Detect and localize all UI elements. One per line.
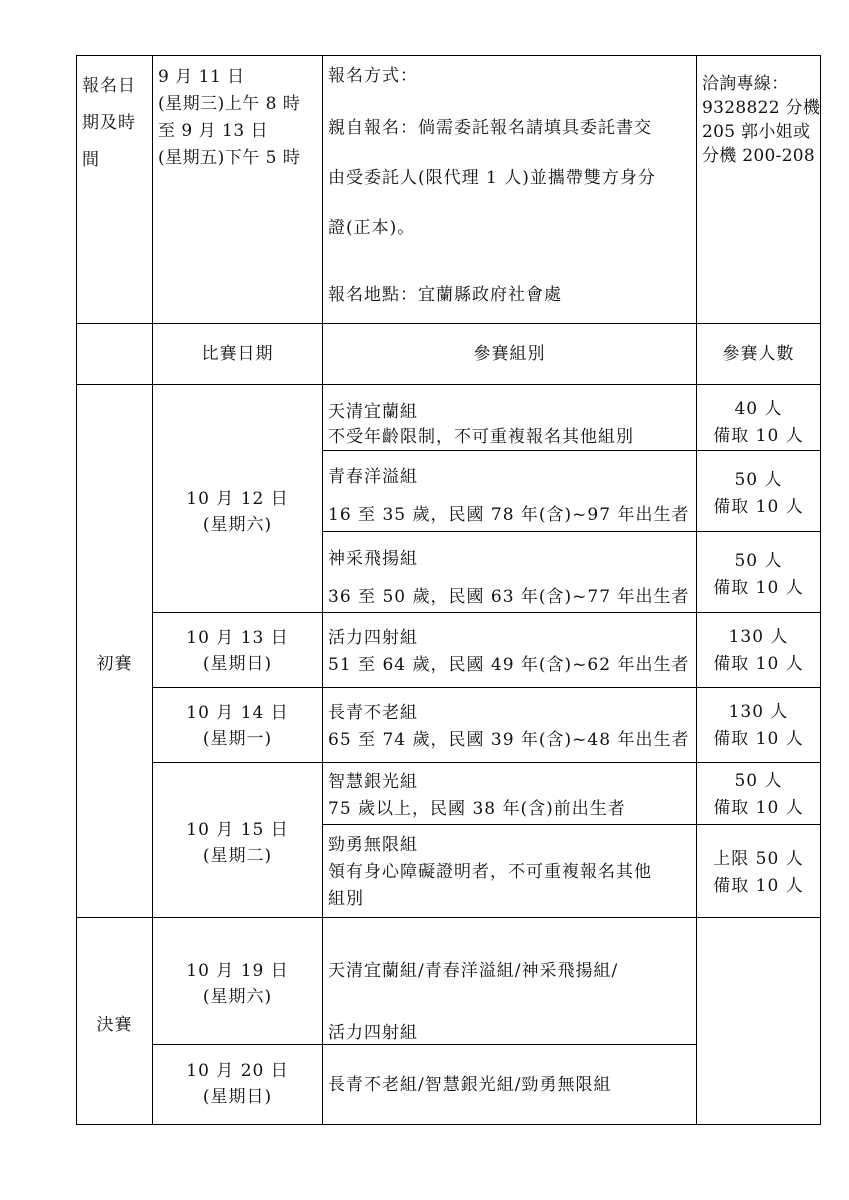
final-groups-1: 天清宜蘭組/青春洋溢組/神采飛揚組/ 活力四射組: [328, 961, 619, 1043]
group-row-3: 神采飛揚組 36 至 50 歲，民國 63 年(含)~77 年出生者: [328, 549, 690, 607]
group-row-4: 活力四射組 51 至 64 歲，民國 49 年(含)~62 年出生者: [328, 628, 690, 675]
contact-info: 洽詢專線： 9328822 分機 205 郭小姐或 分機 200-208: [702, 74, 821, 166]
header-group: 參賽組別: [473, 344, 546, 364]
registration-label: 報名日 期及時 間: [82, 76, 136, 170]
count-row-5: 130 人 備取 10 人: [713, 702, 804, 749]
header-date: 比賽日期: [201, 344, 274, 364]
final-date-1: 10 月 19 日 (星期六): [186, 961, 289, 1007]
registration-method-detail: 親自報名：倘需委託報名請填具委託書交 由受委託人(限代理 1 人)並攜帶雙方身分 證(正本)。: [328, 118, 656, 238]
row-divider-registration: [76, 323, 821, 324]
table-border-left: [76, 55, 77, 1125]
prelim-date-1: 10 月 12 日 (星期六): [186, 489, 289, 535]
table-border-right: [820, 55, 821, 1125]
count-row-6: 50 人 備取 10 人: [713, 771, 804, 818]
row-divider-date-3: [152, 762, 821, 763]
count-row-2: 50 人 備取 10 人: [713, 470, 804, 517]
table-border-top: [76, 55, 821, 56]
col-divider-2: [322, 55, 323, 1125]
prelim-date-3: 10 月 14 日 (星期一): [186, 703, 289, 749]
prelim-date-4: 10 月 15 日 (星期二): [186, 820, 289, 866]
row-divider-group-6: [322, 824, 821, 825]
row-divider-final: [76, 917, 821, 918]
final-groups-2: 長青不老組/智慧銀光組/勁勇無限組: [328, 1075, 612, 1095]
header-count: 參賽人數: [722, 344, 795, 364]
table-border-bottom: [76, 1124, 821, 1125]
stage-final: 決賽: [96, 1015, 133, 1035]
count-row-7: 上限 50 人 備取 10 人: [713, 849, 804, 896]
registration-location: 報名地點：宜蘭縣政府社會處: [328, 285, 562, 305]
count-row-1: 40 人 備取 10 人: [713, 399, 804, 446]
row-divider-date-2: [152, 687, 821, 688]
final-date-2: 10 月 20 日 (星期日): [186, 1061, 289, 1107]
row-divider-header: [76, 384, 821, 385]
stage-preliminary: 初賽: [96, 654, 133, 674]
registration-period: 9 月 11 日 (星期三)上午 8 時 至 9 月 13 日 (星期五)下午 5 時: [158, 67, 301, 168]
group-row-7: 勁勇無限組 領有身心障礙證明者，不可重複報名其他 組別: [328, 835, 652, 909]
count-row-3: 50 人 備取 10 人: [713, 551, 804, 598]
count-row-4: 130 人 備取 10 人: [713, 627, 804, 674]
group-row-2: 青春洋溢組 16 至 35 歲，民國 78 年(含)~97 年出生者: [328, 467, 690, 525]
registration-method: 報名方式：: [328, 66, 418, 86]
prelim-date-2: 10 月 13 日 (星期日): [186, 628, 289, 674]
group-row-5: 長青不老組 65 至 74 歲，民國 39 年(含)~48 年出生者: [328, 703, 690, 750]
group-row-1: 天清宜蘭組 不受年齡限制，不可重複報名其他組別: [328, 402, 634, 447]
row-divider-group-1: [322, 450, 821, 451]
group-row-6: 智慧銀光組 75 歲以上，民國 38 年(含)前出生者: [328, 772, 626, 819]
